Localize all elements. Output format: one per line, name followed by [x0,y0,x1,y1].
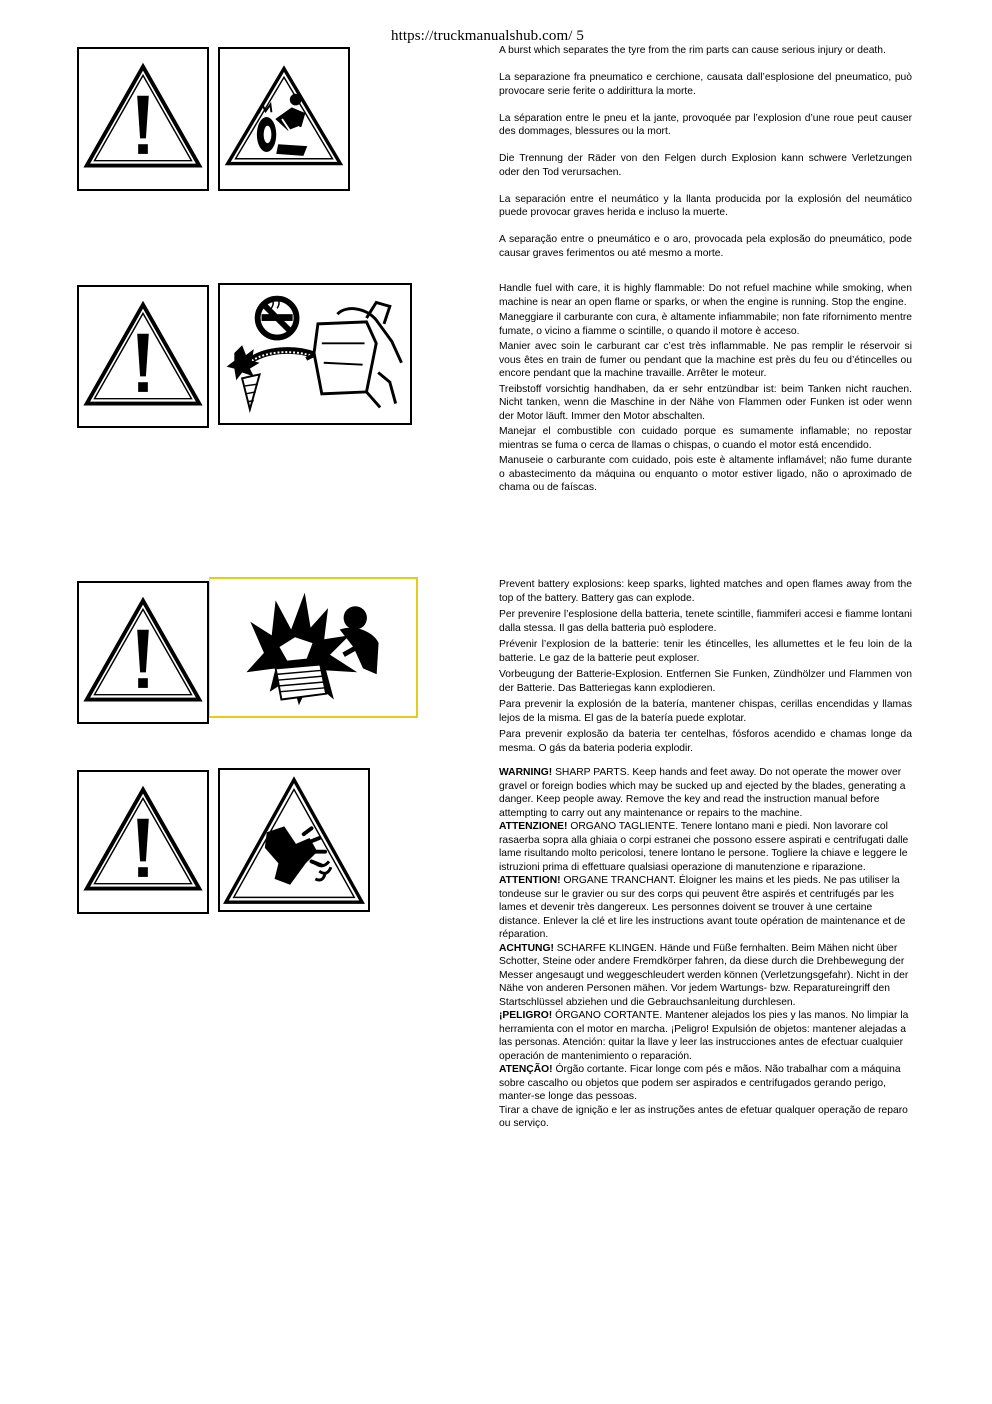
tyre-text-it: La separazione fra pneumatico e cerchione, causata dall’esplosione del pneumatico, può provocare serie ferite o addirittura la morte. [499,72,912,97]
tyre-explosion-icon [218,47,350,191]
battery-text-fr: Prévenir l’explosion de la batterie: tenir les étincelles, les allumettes et le feu loin de la batterie. Le gaz de la batterie peut exploser. [499,639,912,664]
fuel-text-de: Treibstoff vorsichtig handhaben, da er sehr entzündbar ist: beim Tanken nicht rauchen. Nicht tanken, wenn die Maschine in der Nähe von Flammen oder Funken ist oder wenn der Motor läuft. Immer den Motor abschalten. [499,383,912,422]
sharp-heading-fr: ATTENTION! [499,875,561,886]
sharp-heading-de: ACHTUNG! [499,942,554,954]
warning-triangle-icon [77,47,209,191]
sharp-body-fr: ORGANE TRANCHANT. Éloigner les mains et les pieds. Ne pas utiliser la tondeuse sur le gravier ou sur des corps qui peuvent être aspirés et centrifugés par les lames et devenir très dangereux. Les personnes doivent se trouver à une certaine distance. Enlever la clé et lire les instructions avant toute opération de maintenance et de réparation. [499,875,906,940]
tyre-text-en: A burst which separates the tyre from the rim parts can cause serious injury or death. [499,45,886,56]
fuel-text-en: Handle fuel with care, it is highly flammable: Do not refuel machine while smoking, when machine is near an open flame or sparks, or when the engine is running. Stop the engine. [499,283,912,308]
page-header-url: https://truckmanualshub.com/ 5 [391,28,584,44]
sharp-heading-es: ¡PELIGRO! [499,1010,553,1021]
fuel-fire-hazard-icon [218,283,412,425]
warning-triangle-icon [77,581,209,724]
sharp-body-en: SHARP PARTS. Keep hands and feet away. Do not operate the mower over gravel or foreign bodies which may be sucked up and ejected by the blades, generating a danger. Keep people away. Remove the key and read the instruction manual before attempting to carry out any maintenance or repairs to the machine. [499,767,906,819]
tyre-text-es: La separación entre el neumático y la llanta producida por la explosión del neumático puede provocar graves herida e incluso la muerte. [499,193,912,218]
sharp-text-it [499,820,912,874]
battery-text-de: Vorbeugung der Batterie-Explosion. Entfernen Sie Funken, Zündhölzer und Flammen von der Batterie. Das Batteriegas kann explodieren. [499,669,912,694]
sharp-text-pt [499,1063,912,1104]
battery-text-pt: Para prevenir explosão da bateria ter centelhas, fósforos acendido e chamas longe da mesma. O gás da bateria poderia explodir. [499,729,912,754]
battery-explosion-icon [209,577,418,718]
sharp-text-en [499,766,912,820]
fuel-text-pt: Manuseie o carburante com cuidado, pois este è altamente inflamável; não fume durante o abastecimento da máquina ou enquanto o motor estiver ligado, não o aproximado de chama ou de faíscas. [499,455,912,493]
battery-text-it: Per prevenire l’esplosione della batteria, tenete scintille, fiammiferi accesi e fiamme lontani dalla stessa. Il gas della batteria può esplodere. [499,609,912,634]
sharp-text-pt-2 [499,1104,912,1131]
battery-warning-text [499,578,912,755]
tyre-text-pt: A separação entre o pneumático e o aro, provocada pela explosão do pneumático, pode causar graves ferimentos ou até mesmo a morte. [499,234,912,259]
sharp-heading-en: WARNING! [499,767,553,778]
tyre-warning-text [499,44,912,260]
hand-cutting-hazard-icon [218,768,370,912]
sharp-body-it: ORGANO TAGLIENTE. Tenere lontano mani e piedi. Non lavorare col rasaerba sopra alla ghiaia o corpi estranei che possono essere aspirati e centrifugati dalle lame risultando molto pericolosi, tenere lontano le persone. Togliere la chiave e leggere le istruzioni prima di effettuare qualsiasi operazione di manutenzione e riparazione. [499,821,909,873]
fuel-text-fr: Manier avec soin le carburant car c’est très inflammable. Ne pas remplir le réservoir si vous êtes en train de fumer ou pendant que la machine est près du feu ou d’étincelles ou encore pendant que la machine travaille. Arrêter le moteur. [499,341,912,379]
battery-text-en: Prevent battery explosions: keep sparks, lighted matches and open flames away from the top of the battery. Battery gas can explode. [499,579,912,604]
tyre-text-de: Die Trennung der Räder von den Felgen durch Explosion kann schwere Verletzungen oder den Tod verursachen. [499,153,912,178]
sharp-heading-it: ATTENZIONE! [499,821,568,832]
sharp-body-de: SCHARFE KLINGEN. Hände und Füße fernhalten. Beim Mähen nicht über Schotter, Steine oder andere Fremdkörper fahren, da diese durch die Drehbewegung der Messer angesaugt und weggeschleudert werden können (Verletzungsgefahr). Nicht in der Nähe von anderen Personen mähen. Vor jedem Wartungs- bzw. Reparatureingriff den Startschlüssel abziehen und die Gebrauchsanleitung durchlesen. [499,942,909,1008]
warning-triangle-icon [77,285,209,428]
sharp-heading-pt: ATENÇÃO! [499,1064,553,1075]
sharp-body-pt: Órgão cortante. Ficar longe com pés e mãos. Não trabalhar com a máquina sobre cascalho ou objetos que podem ser aspirados e centrifugados gerando perigo, manter-se longe das pessoas. [499,1064,901,1102]
battery-text-es: Para prevenir la explosión de la batería, mantener chispas, cerillas encendidas y llamas lejos de la misma. El gas de la batería puede explotar. [499,699,912,724]
fuel-warning-text [499,282,912,495]
fuel-text-es: Manejar el combustible con cuidado porque es sumamente inflamable; no repostar mientras se fuma o cerca de llamas o chispas, o cuando el motor está encendido. [499,426,912,451]
warning-triangle-icon [77,770,209,914]
sharp-text-de [499,942,912,1010]
tyre-text-fr: La séparation entre le pneu et la jante, provoquée par l’explosion d’une roue peut causer des dommages, blessures ou la mort. [499,112,912,137]
sharp-parts-warning-text [499,766,912,1131]
sharp-text-fr [499,874,912,942]
sharp-body-pt-2: Tirar a chave de ignição e ler as instruções antes de efetuar qualquer operação de reparo ou serviço. [499,1104,908,1129]
fuel-text-it: Maneggiare il carburante con cura, è altamente infiammabile; non fate rifornimento mentre fumate, o vicino a fiamme o scintille, o quando il motore è acceso. [499,312,912,337]
sharp-text-es [499,1009,912,1063]
sharp-body-es: ÓRGANO CORTANTE. Mantener alejados los pies y las manos. No limpiar la herramienta con el motor en marcha. ¡Peligro! Expulsión de objetos: mantener alejadas a las personas. Atención: quitar la llave y leer las instrucciones antes de efectuar cualquier operación de mantenimiento o reparación. [499,1010,909,1062]
